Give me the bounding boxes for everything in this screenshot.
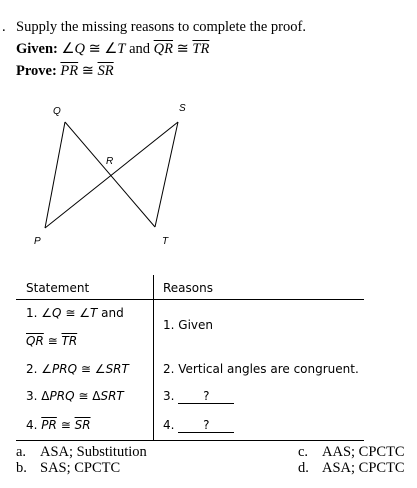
point-label-q: Q (53, 106, 61, 117)
triangle-symbol: Δ (92, 389, 101, 403)
angle-symbol: ∠ (41, 306, 53, 320)
choice-b-letter: b. (16, 460, 27, 476)
row1-and: and (101, 306, 124, 320)
row1-seg-qr: $\overline{QR}$ (26, 334, 44, 348)
header-reasons: Reasons (163, 281, 213, 295)
choice-d[interactable] (298, 460, 405, 477)
row4-reason-num: 4. (163, 418, 175, 432)
point-label-p: P (34, 236, 41, 247)
congruent-symbol: ≅ (47, 334, 58, 348)
row2-angle-prq: PRQ (52, 362, 78, 376)
row4-reason (163, 418, 234, 433)
prove-seg-sr: $\overline{SR}$ (97, 63, 114, 79)
given-label: Given: (16, 41, 58, 57)
row3-num: 3. (26, 389, 38, 403)
row1-num: 1. (26, 306, 38, 320)
congruent-symbol: ≅ (60, 418, 71, 432)
choice-a-letter: a. (16, 444, 27, 460)
row4-num: 4. (26, 418, 38, 432)
prove-seg-pr: $\overline{PR}$ (60, 63, 79, 79)
choice-c[interactable] (298, 444, 405, 461)
row3-tri-prq: PRQ (49, 389, 75, 403)
row4-seg-pr: $\overline{PR}$ (41, 418, 57, 432)
row3-reason (163, 389, 234, 404)
row3-tri-srt: SRT (100, 389, 124, 403)
question-prompt: Supply the missing reasons to complete the proof. (16, 19, 306, 35)
row1-seg-tr: $\overline{TR}$ (61, 334, 78, 348)
row2-num: 2. (26, 362, 38, 376)
triangle-symbol: Δ (41, 389, 50, 403)
congruent-symbol: ≅ (176, 41, 189, 57)
table-bottom-rule (16, 440, 364, 441)
angle-symbol: ∠ (79, 306, 90, 320)
question-number: . (2, 19, 6, 35)
row3-statement (26, 389, 124, 403)
row1-angle-t: T (89, 306, 98, 320)
segment-qp (45, 122, 65, 228)
congruent-symbol: ≅ (80, 362, 91, 376)
row1-statement-line2 (26, 334, 77, 348)
row4-seg-sr: $\overline{SR}$ (74, 418, 91, 432)
congruent-symbol: ≅ (78, 389, 89, 403)
row2-statement (26, 362, 129, 376)
row1-reason: 1. Given (163, 318, 213, 332)
angle-symbol: ∠ (104, 41, 118, 57)
segment-qt (65, 122, 155, 227)
angle-symbol: ∠ (94, 362, 106, 376)
given-angle-t: T (117, 41, 126, 57)
row2-angle-srt: SRT (105, 362, 129, 376)
choice-a[interactable] (16, 444, 147, 461)
choice-b[interactable] (16, 460, 120, 477)
choice-a-text: ASA; Substitution (40, 444, 147, 460)
given-seg-qr: $\overline{QR}$ (153, 41, 174, 57)
table-column-rule (153, 275, 154, 440)
congruent-symbol: ≅ (65, 306, 76, 320)
row4-statement (26, 418, 91, 432)
angle-symbol: ∠ (61, 41, 75, 57)
point-label-r: R (106, 156, 114, 167)
row3-reason-num: 3. (163, 389, 175, 403)
congruent-symbol: ≅ (88, 41, 101, 57)
choice-c-text: AAS; CPCTC (322, 444, 405, 460)
choice-d-letter: d. (298, 460, 309, 476)
choice-b-text: SAS; CPCTC (40, 460, 121, 476)
row1-statement-line1 (26, 306, 124, 320)
point-label-s: S (179, 103, 186, 114)
point-label-t: T (162, 236, 169, 247)
header-statement: Statement (26, 281, 90, 295)
angle-symbol: ∠ (41, 362, 53, 376)
row1-angle-q: Q (52, 306, 62, 320)
prove-label: Prove: (16, 63, 57, 79)
row3-reason-blank[interactable]: ? (178, 390, 234, 404)
row2-reason: 2. Vertical angles are congruent. (163, 362, 359, 376)
given-seg-tr: $\overline{TR}$ (192, 41, 210, 57)
given-angle-q: Q (74, 41, 85, 57)
congruent-symbol: ≅ (81, 63, 94, 79)
given-and: and (129, 41, 151, 57)
choice-c-letter: c. (298, 444, 309, 460)
row4-reason-blank[interactable]: ? (178, 419, 234, 433)
table-header-rule (16, 299, 364, 300)
choice-d-text: ASA; CPCTC (322, 460, 405, 476)
